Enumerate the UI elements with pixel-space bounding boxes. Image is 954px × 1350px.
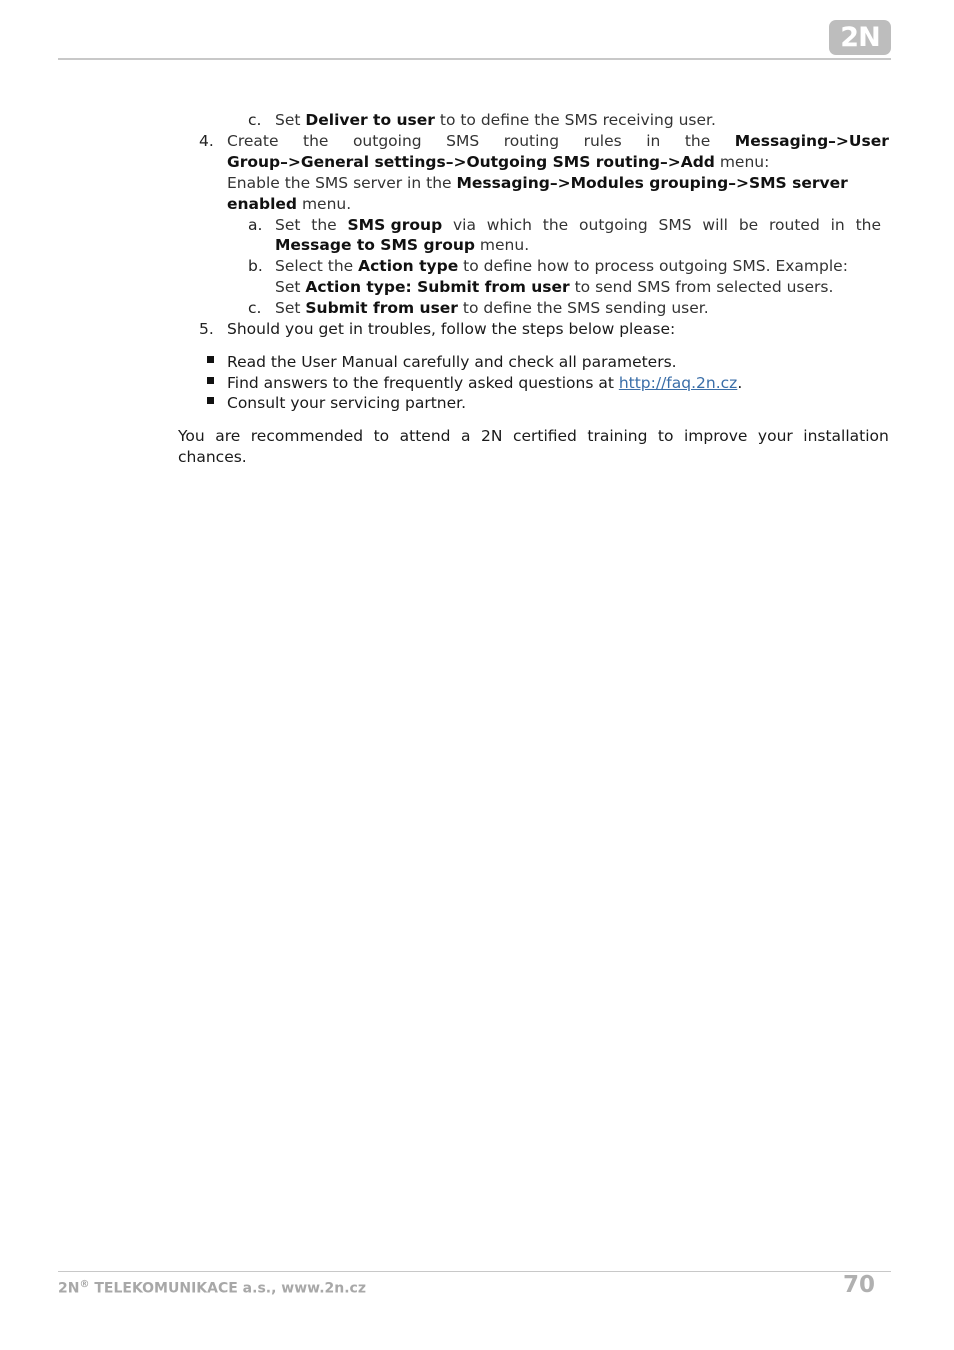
word: recommended bbox=[250, 427, 364, 445]
word: your bbox=[757, 427, 793, 445]
text: menu. bbox=[474, 236, 530, 254]
word: routing bbox=[503, 132, 560, 150]
2n-logo bbox=[829, 20, 891, 55]
step-4-line-1 bbox=[227, 131, 889, 152]
bullet-consult: Consult your servicing partner. bbox=[227, 394, 467, 412]
word: the bbox=[311, 216, 337, 234]
word: SMS bbox=[446, 132, 480, 150]
word: rules bbox=[583, 132, 622, 150]
word: certified bbox=[512, 427, 577, 445]
bullet-icon bbox=[207, 377, 214, 384]
word: installation bbox=[803, 427, 889, 445]
bold-text: Action type bbox=[358, 257, 459, 275]
bullet-faq bbox=[227, 373, 742, 394]
step-b-line-1 bbox=[275, 256, 848, 277]
text: menu: bbox=[714, 153, 770, 171]
list-marker-a: a. bbox=[248, 216, 263, 234]
text: Select the bbox=[275, 257, 359, 275]
word: to bbox=[657, 427, 674, 445]
word: in bbox=[646, 132, 661, 150]
word: be bbox=[738, 216, 759, 234]
text: Set bbox=[275, 278, 306, 296]
bold-text: Submit from user bbox=[305, 299, 458, 317]
word: outgoing bbox=[579, 216, 648, 234]
bold-text: SMS group bbox=[347, 216, 443, 234]
word: routed bbox=[769, 216, 820, 234]
step-4-line-2 bbox=[227, 152, 769, 173]
page-number: 70 bbox=[843, 1272, 876, 1298]
list-marker-b: b. bbox=[248, 257, 263, 275]
step-a-line-2 bbox=[275, 235, 529, 256]
text: to to define the SMS receiving user. bbox=[434, 111, 716, 129]
text: Enable the SMS server in the bbox=[227, 174, 457, 192]
bold-text: Messaging–>User bbox=[734, 132, 889, 150]
text: to send SMS from selected users. bbox=[569, 278, 834, 296]
logo-text: 2N bbox=[840, 22, 880, 53]
word: training bbox=[587, 427, 648, 445]
step-a-line-1 bbox=[275, 215, 881, 236]
word: a bbox=[461, 427, 471, 445]
bullet-icon bbox=[207, 397, 214, 404]
step-4-line-3 bbox=[227, 173, 848, 194]
bold-text: Group–>General settings–>Outgoing SMS routing–>Add bbox=[227, 153, 715, 171]
word: are bbox=[215, 427, 241, 445]
company-text: TELEKOMUNIKACE a.s., www.2n.cz bbox=[89, 1280, 366, 1297]
bold-text: Action type: Submit from user bbox=[305, 278, 570, 296]
header-rule bbox=[58, 58, 891, 60]
bold-text: enabled bbox=[227, 195, 298, 213]
word: which bbox=[486, 216, 532, 234]
word: outgoing bbox=[352, 132, 422, 150]
company-prefix: 2N bbox=[58, 1280, 80, 1297]
word: the bbox=[855, 216, 881, 234]
step-c-deliver bbox=[275, 110, 716, 131]
text: Set bbox=[275, 111, 306, 129]
list-marker-c: c. bbox=[248, 299, 262, 317]
closing-line-2: chances. bbox=[178, 448, 247, 466]
word: in bbox=[830, 216, 845, 234]
text: Set bbox=[275, 299, 306, 317]
step-4-line-4 bbox=[227, 194, 351, 215]
text: menu. bbox=[297, 195, 352, 213]
registered-mark: ® bbox=[79, 1279, 90, 1290]
bold-text: Deliver to user bbox=[305, 111, 435, 129]
word: 2N bbox=[480, 427, 503, 445]
footer-rule bbox=[58, 1271, 891, 1272]
bold-text: Message to SMS group bbox=[275, 236, 475, 254]
word: attend bbox=[399, 427, 451, 445]
footer-company bbox=[58, 1279, 366, 1297]
closing-line-1 bbox=[178, 426, 889, 447]
word: the bbox=[684, 132, 711, 150]
word: the bbox=[303, 132, 329, 150]
text: . bbox=[737, 374, 743, 392]
word: will bbox=[702, 216, 728, 234]
word: via bbox=[453, 216, 476, 234]
faq-link[interactable]: http://faq.2n.cz bbox=[618, 374, 738, 392]
step-c-submit bbox=[275, 298, 709, 319]
list-marker-c: c. bbox=[248, 111, 262, 129]
bullet-icon bbox=[207, 356, 214, 363]
text: to define the SMS sending user. bbox=[457, 299, 709, 317]
word: SMS bbox=[658, 216, 692, 234]
word: to bbox=[373, 427, 390, 445]
list-marker-5: 5. bbox=[199, 320, 214, 338]
bold-text: Messaging–>Modules grouping–>SMS server bbox=[456, 174, 848, 192]
text: Find answers to the frequently asked questions at bbox=[227, 374, 619, 392]
word: Create bbox=[227, 132, 279, 150]
word: Set bbox=[275, 216, 301, 234]
step-5-text: Should you get in troubles, follow the steps below please: bbox=[227, 320, 676, 338]
text: to define how to process outgoing SMS. Example: bbox=[458, 257, 848, 275]
word: improve bbox=[683, 427, 748, 445]
bullet-read-manual: Read the User Manual carefully and check all parameters. bbox=[227, 353, 677, 371]
list-marker-4: 4. bbox=[199, 132, 214, 150]
step-b-line-2 bbox=[275, 277, 833, 298]
word: the bbox=[542, 216, 569, 234]
word: You bbox=[178, 427, 205, 445]
